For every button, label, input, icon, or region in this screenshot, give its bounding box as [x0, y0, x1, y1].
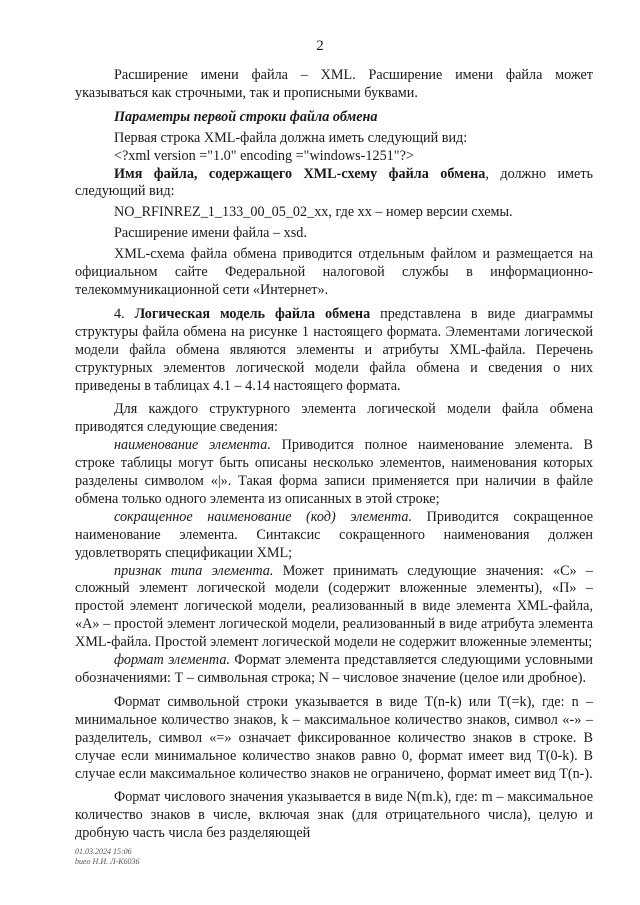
schema-filename-bold: Имя файла, содержащего XML-схему файла обмена — [114, 165, 486, 182]
logical-model-bold: Логическая модель файла обмена — [134, 305, 371, 322]
paragraph-logical-model — [75, 306, 593, 396]
schema-filename-rest: , должно иметь следующий вид: — [75, 165, 594, 200]
paragraph-each-element: Для каждого структурного элемента логической модели файла обмена приводятся следующие сведения: — [75, 401, 593, 436]
element-format-italic: формат элемента. — [114, 652, 230, 669]
section-heading-first-line-params: Параметры первой строки файла обмена — [114, 108, 378, 125]
paragraph-xml-declaration: <?xml version ="1.0" encoding ="windows-1251"?> — [114, 147, 414, 164]
paragraph-schema-site: XML-схема файла обмена приводится отдельным файлом и размещается на официальном сайте Федеральной налоговой службы в информационно-телекоммуникационной сети «Интернет». — [75, 246, 593, 298]
paragraph-schema-name: NO_RFINREZ_1_133_00_05_02_xx, где хх – номер версии схемы. — [114, 204, 513, 221]
paragraph-short-name — [75, 509, 593, 563]
short-name-italic: сокращенное наименование (код) элемента. — [114, 508, 413, 525]
paragraph-schema-filename — [75, 166, 593, 202]
paragraph-4-number: 4. — [114, 305, 135, 322]
stamp-author: bueo Н.И. Л-К6036 — [75, 857, 140, 866]
element-format-rest: Формат элемента представляется следующими условными обозначениями: Т – символьная строка; N – числовое значение (целое или дробное). — [75, 652, 593, 686]
element-type-rest: Может принимать следующие значения: «С» – сложный элемент логической модели (содержит вложенные элементы), «П» – простой элемент логической модели, реализованный в виде элемента XML-файла, «А» – простой элемент логической модели, реализованный в виде атрибута элемента XML-файла. Простой элемент логической модели не содержит вложенные элементы; — [75, 562, 593, 651]
paragraph-element-name — [75, 437, 593, 509]
paragraph-string-format: Формат символьной строки указывается в виде Т(n-k) или Т(=k), где: n – минимальное количество знаков, k – максимальное количество знаков, символ «-» – разделитель, символ «=» означает фиксированное количество знаков в строке. В случае если минимальное количество знаков равно 0, формат имеет вид Т(0-k). В случае если максимальное количество знаков не ограничено, формат имеет вид Т(n-). — [75, 693, 593, 782]
short-name-rest: Приводится сокращенное наименование элемента. Синтаксис сокращенного наименования должен удовлетворять спецификации XML; — [75, 508, 594, 561]
paragraph-schema-extension: Расширение имени файла – xsd. — [114, 225, 307, 242]
paragraph-element-type — [75, 563, 593, 653]
document-body — [75, 67, 593, 843]
stamp-date: 01.03.2024 15:06 — [75, 847, 132, 856]
paragraph-first-line: Первая строка XML-файла должна иметь следующий вид: — [114, 129, 468, 146]
paragraph-number-format: Формат числового значения указывается в виде N(m.k), где: m – максимальное количество знаков в числе, включая знак (для отрицательного числа), целую и дробную часть числа без разделяющей — [75, 789, 593, 842]
page-number: 2 — [316, 38, 324, 54]
logical-model-rest: представлена в виде диаграммы структуры файла обмена на рисунке 1 настоящего формата. Элементами логической модели файла обмена являются элементы и атрибуты XML-файла. Перечень структурных элементов логической модели файла обмена и сведения о них приведены в таблицах 4.1 – 4.14 настоящего формата. — [75, 305, 594, 394]
element-name-rest: Приводится полное наименование элемента. В строке таблицы могут быть описаны несколько элементов, наименования которых разделены символом «|». Такая форма записи применяется при наличии в файле обмена только одного элемента из описанных в этой строке; — [75, 437, 593, 507]
element-name-italic: наименование элемента. — [114, 437, 271, 454]
paragraph-file-extension: Расширение имени файла – XML. Расширение имени файла может указываться как строчными, так и прописными буквами. — [75, 67, 593, 101]
paragraph-element-format — [75, 652, 593, 688]
signature-stamp — [75, 847, 140, 867]
element-type-italic: признак типа элемента. — [114, 562, 274, 579]
